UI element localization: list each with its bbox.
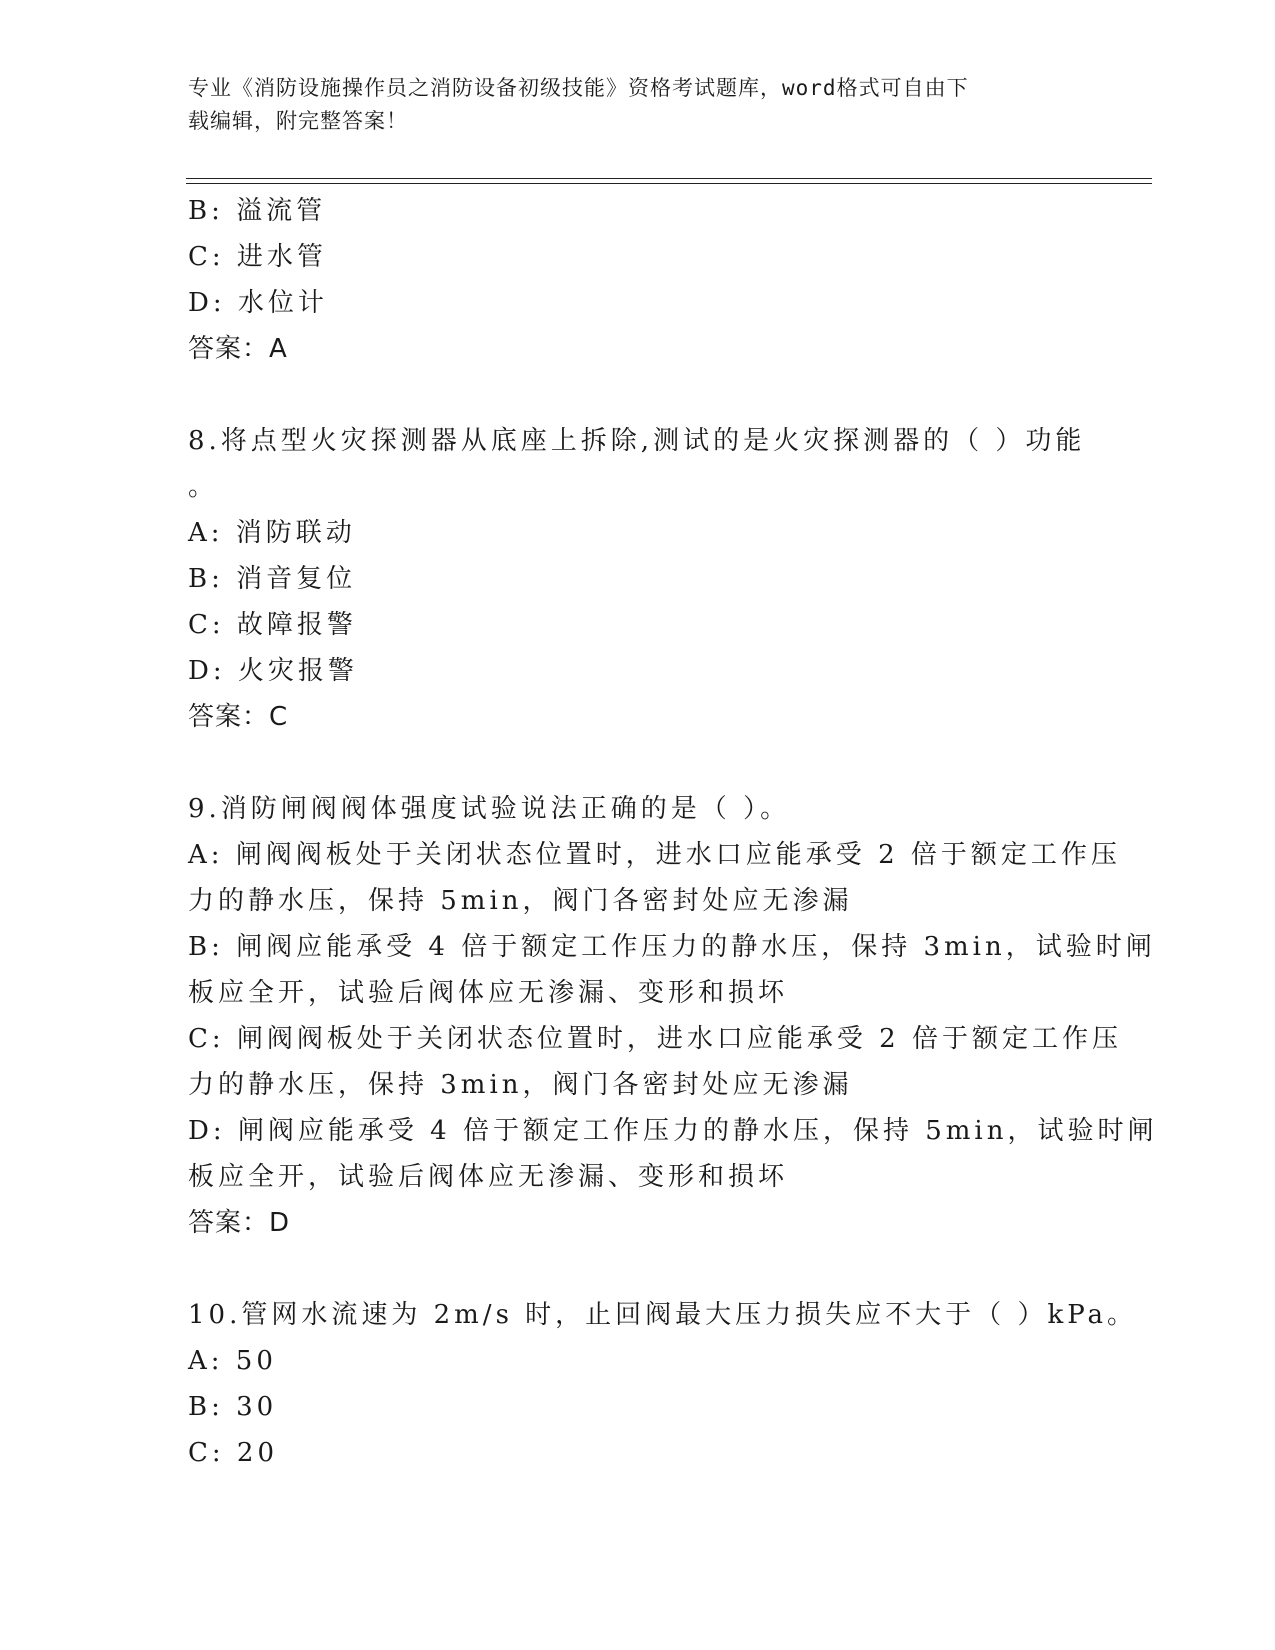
document-header xyxy=(188,72,1088,138)
header-line-2: 载编辑，附完整答案！ xyxy=(188,109,408,133)
header-divider-bottom xyxy=(186,183,1152,184)
question-9 xyxy=(188,786,1158,1246)
question-10 xyxy=(188,1292,1138,1476)
q9-option-b-line-2: 板应全开，试验后阀体应无渗漏、变形和损坏 xyxy=(188,978,789,1008)
header-line-1: 专业《消防设施操作员之消防设备初级技能》资格考试题库，word格式可自由下 xyxy=(188,76,969,100)
q10-stem: 10.管网水流速为 2m/s 时，止回阀最大压力损失应不大于（ ）kPa。 xyxy=(188,1300,1138,1330)
q9-option-a-line-2: 力的静水压，保持 5min，阀门各密封处应无渗漏 xyxy=(188,886,853,916)
q7-option-b: B: 溢流管 xyxy=(188,196,327,226)
q7-answer: 答案：A xyxy=(188,334,288,364)
q9-stem: 9.消防闸阀阀体强度试验说法正确的是（ ）。 xyxy=(188,794,791,824)
spacer xyxy=(188,1246,1108,1292)
q9-option-c-line-1: C: 闸阀阀板处于关闭状态位置时，进水口应能承受 2 倍于额定工作压 xyxy=(188,1024,1122,1054)
header-divider-top xyxy=(186,178,1152,179)
q8-option-a: A: 消防联动 xyxy=(188,518,356,548)
q8-option-d: D: 火灾报警 xyxy=(188,656,358,686)
q8-option-b: B: 消音复位 xyxy=(188,564,357,594)
q9-option-d-line-1: D: 闸阀应能承受 4 倍于额定工作压力的静水压，保持 5min，试验时闸 xyxy=(188,1116,1158,1146)
spacer xyxy=(188,740,1108,786)
q9-answer: 答案：D xyxy=(188,1208,291,1238)
q8-option-c: C: 故障报警 xyxy=(188,610,357,640)
q9-option-c-line-2: 力的静水压，保持 3min，阀门各密封处应无渗漏 xyxy=(188,1070,853,1100)
q8-stem-line-1: 8.将点型火灾探测器从底座上拆除,测试的是火灾探测器的（ ）功能 xyxy=(188,426,1086,456)
question-8 xyxy=(188,418,1108,740)
q9-option-a-line-1: A: 闸阀阀板处于关闭状态位置时，进水口应能承受 2 倍于额定工作压 xyxy=(188,840,1121,870)
q9-option-d-line-2: 板应全开，试验后阀体应无渗漏、变形和损坏 xyxy=(188,1162,789,1192)
q10-option-c: C: 20 xyxy=(188,1438,279,1468)
question-list xyxy=(188,188,1158,1476)
question-7 xyxy=(188,188,1108,372)
q7-option-c: C: 进水管 xyxy=(188,242,327,272)
spacer xyxy=(188,372,1108,418)
q10-option-b: B: 30 xyxy=(188,1392,278,1422)
q8-stem-line-2: 。 xyxy=(188,472,219,502)
q9-option-b-line-1: B: 闸阀应能承受 4 倍于额定工作压力的静水压，保持 3min，试验时闸 xyxy=(188,932,1156,962)
q8-answer: 答案：C xyxy=(188,702,289,732)
q7-option-d: D: 水位计 xyxy=(188,288,328,318)
q10-option-a: A: 50 xyxy=(188,1346,277,1376)
